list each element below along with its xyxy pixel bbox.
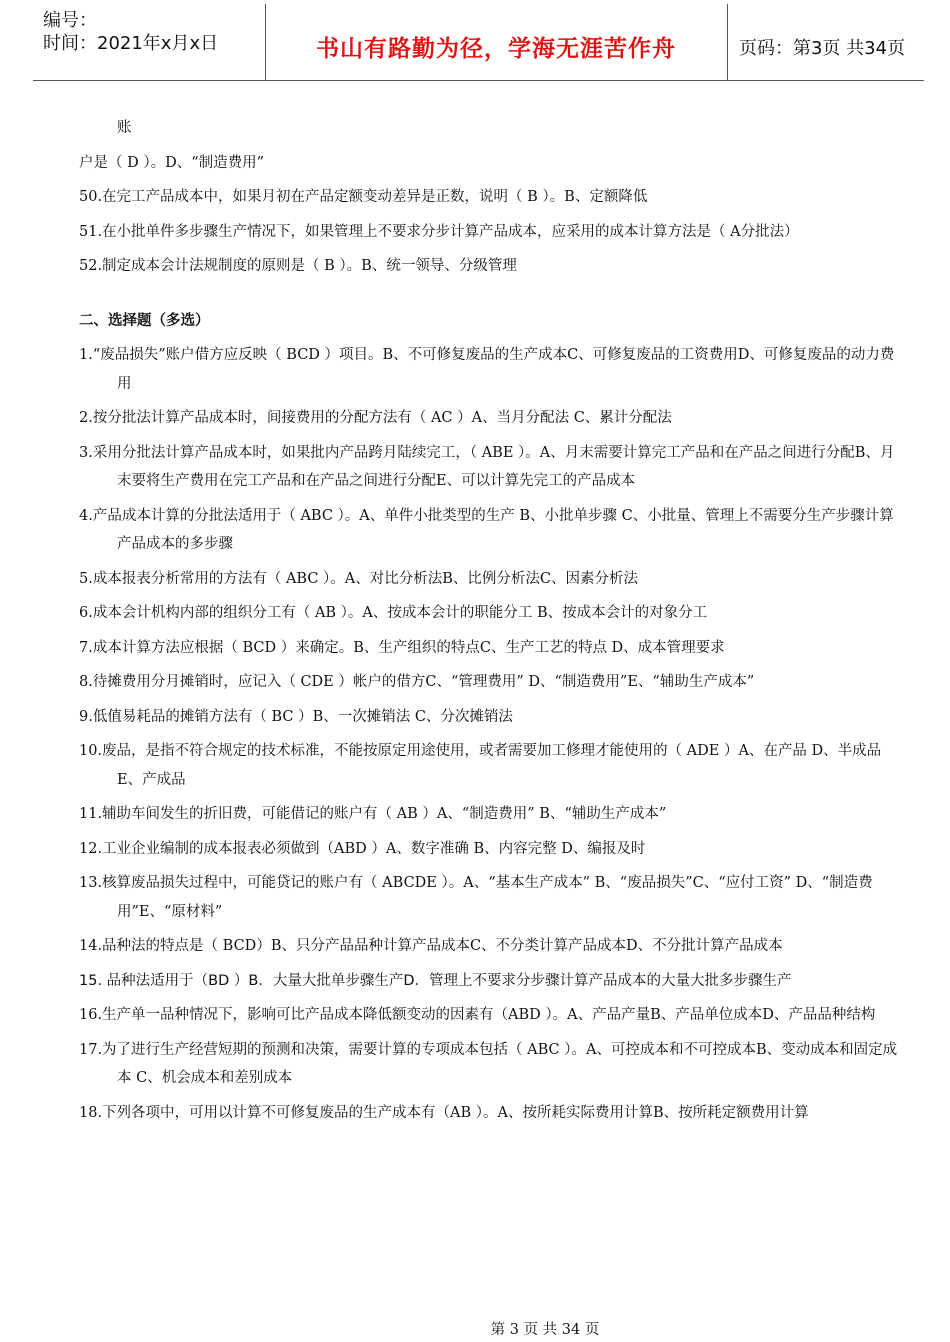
header-page-cell — [727, 4, 924, 80]
list-item: 13.核算废品损失过程中，可能贷记的账户有（ ABCDE ）。A、“基本生产成本” B、“废品损失”C、“应付工资” D、“制造费用”E、“原材料” — [79, 875, 873, 920]
continuation-line-2: 户是（ D ）。D、“制造费用” — [79, 154, 265, 171]
header-info-cell — [33, 4, 266, 80]
date-label: 时间：2021年x月x日 — [43, 33, 219, 54]
section-heading: 二、选择题（多选） — [79, 312, 210, 329]
list-item: 11.辅助车间发生的折旧费，可能借记的账户有（ AB ）A、“制造费用” B、“辅助生产成本” — [79, 806, 667, 822]
list-item: 5.成本报表分析常用的方法有（ ABC ）。A、对比分析法B、比例分析法C、因素分析法 — [79, 570, 639, 587]
list-item: 4.产品成本计算的分批法适用于（ ABC ）。A、单件小批类型的生产 B、小批单步骤 C、小批量、管理上不需要分生产步骤计算产品成本的多步骤 — [79, 507, 894, 552]
list-item: 12.工业企业编制的成本报表必须做到（ABD ）A、数字准确 B、内容完整 D、编报及时 — [79, 840, 646, 857]
page-footer: 第 3 页 共 34 页 — [490, 1322, 600, 1338]
question-52: 52.制定成本会计法规制度的原则是（ B ）。B、统一领导、分级管理 — [79, 258, 517, 274]
list-item: 8.待摊费用分月摊销时，应记入（ CDE ）帐户的借方C、“管理费用” D、“制造费用”E、“辅助生产成本” — [79, 674, 755, 690]
list-item: 1.“废品损失”账户借方应反映（ BCD ）项目。B、不可修复废品的生产成本C、可修复废品的工资费用D、可修复废品的动力费用 — [79, 347, 895, 392]
list-item: 9.低值易耗品的摊销方法有（ BC ）B、一次摊销法 C、分次摊销法 — [79, 708, 513, 725]
list-item: 16.生产单一品种情况下，影响可比产品成本降低额变动的因素有（ABD ）。A、产品产量B、产品单位成本D、产品品种结构 — [79, 1007, 876, 1023]
motto: 书山有路勤为径，学海无涯苦作舟 — [316, 36, 676, 62]
list-item: 18.下列各项中，可用以计算不可修复废品的生产成本有（AB ）。A、按所耗实际费用计算B、按所耗定额费用计算 — [79, 1104, 809, 1121]
continuation-line-1: 账 — [117, 120, 132, 136]
page-header — [33, 4, 924, 81]
number-label: 编号： — [43, 10, 97, 31]
list-item: 2.按分批法计算产品成本时，间接费用的分配方法有（ AC ）A、当月分配法 C、累计分配法 — [79, 410, 672, 426]
list-item: 14.品种法的特点是（ BCD）B、只分产品品种计算产品成本C、不分类计算产品成本D、不分批计算产品成本 — [79, 938, 783, 954]
list-item: 6.成本会计机构内部的组织分工有（ AB ）。A、按成本会计的职能分工 B、按成本会计的对象分工 — [79, 605, 708, 621]
page-code: 页码：第3页 共34页 — [739, 38, 906, 59]
list-item: 17.为了进行生产经营短期的预测和决策，需要计算的专项成本包括（ ABC ）。A、可控成本和不可控成本B、变动成本和固定成本 C、机会成本和差别成本 — [79, 1041, 898, 1086]
list-item: 10.废品，是指不符合规定的技术标准，不能按原定用途使用，或者需要加工修理才能使用的（ ADE ）A、在产品 D、半成品 E、产成品 — [79, 743, 882, 788]
document-body — [79, 114, 899, 1133]
header-motto-cell — [265, 4, 728, 80]
list-item: 7.成本计算方法应根据（ BCD ）来确定。B、生产组织的特点C、生产工艺的特点 D、成本管理要求 — [79, 639, 725, 656]
question-50: 50.在完工产品成本中，如果月初在产品定额变动差异是正数，说明（ B ）。B、定额降低 — [79, 189, 648, 205]
list-item: 15. 品种法适用于（BD ）B．大量大批单步骤生产D．管理上不要求分步骤计算产品成本的大量大批多步骤生产 — [79, 972, 792, 989]
question-51: 51.在小批单件多步骤生产情况下，如果管理上不要求分步计算产品成本，应采用的成本计算方法是（ A分批法） — [79, 223, 799, 240]
list-item: 3.采用分批法计算产品成本时，如果批内产品跨月陆续完工，（ ABE ）。A、月末需要计算完工产品和在产品之间进行分配B、月末要将生产费用在完工产品和在产品之间进行分配E、可以计算先完工的产品成本 — [79, 444, 895, 489]
